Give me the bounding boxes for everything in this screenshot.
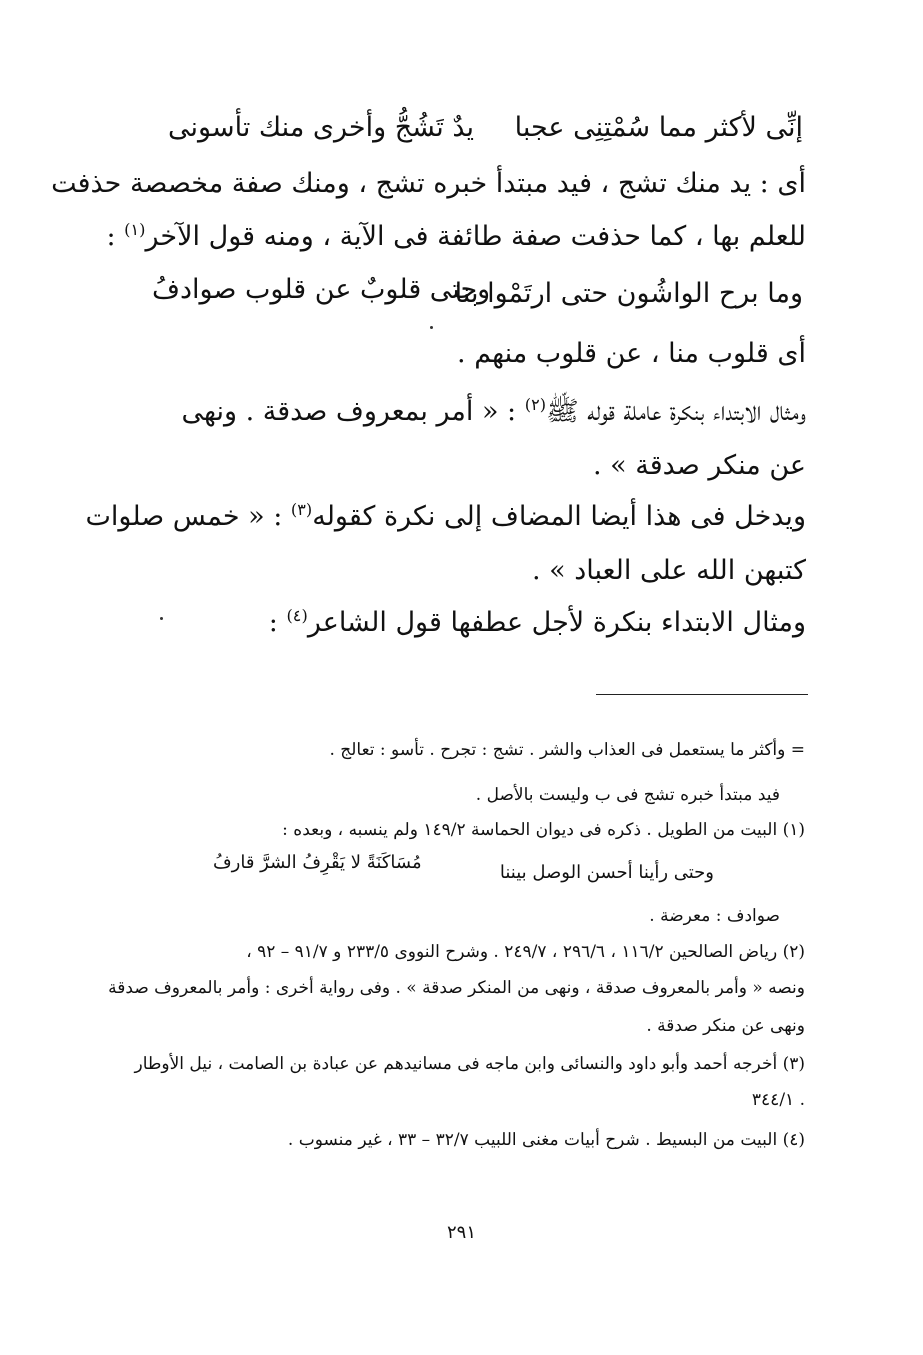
- footnote-3-line-2: ٣٤٤/١ .: [751, 1090, 805, 1110]
- footnote-2-line-3: ونهى عن منكر صدقة .: [646, 1016, 805, 1036]
- verse-1-second-hemistich: يدٌ تَشُجُّ وأخرى منك تأسونى: [168, 112, 475, 143]
- paragraph-1-line-2-end: :: [106, 221, 125, 252]
- paragraph-5: [269, 606, 806, 638]
- paragraph-5-end: :: [268, 607, 287, 638]
- footnote-ref-3: (٣): [290, 500, 313, 519]
- footnote-1-line-2: صوادف : معرضة .: [649, 906, 780, 926]
- paragraph-3-line-1: [182, 394, 806, 434]
- paragraph-5-text: ومثال الابتداء بنكرة لأجل عطفها قول الشاعر: [307, 607, 806, 638]
- footnote-continuation-line-1: = وأكثر ما يستعمل فى العذاب والشر . تشج : تجرح . تأسو : تعالج .: [329, 740, 805, 760]
- paragraph-1-line-2: [106, 220, 806, 252]
- footnote-1-verse-second-hemistich: مُسَاكَنَةً لا يَقْرِفُ الشرَّ قارفُ: [213, 852, 422, 873]
- paragraph-2: أى قلوب منا ، عن قلوب منهم .: [457, 338, 806, 369]
- footnote-ref-4: (٤): [286, 606, 308, 625]
- paragraph-4-line-1: [85, 500, 806, 532]
- paragraph-1-line-2-text: للعلم بها ، كما حذفت صفة طائفة فى الآية ، ومنه قول الآخر: [145, 221, 806, 252]
- footnote-1-line-1: (١) البيت من الطويل . ذكره فى ديوان الحماسة ١٤٩/٢ ولم ينسبه ، وبعده :: [282, 820, 805, 840]
- paragraph-3-line-1-a: ومثال الابتداء بنكرة عاملة قوله ﷺ: [546, 396, 806, 427]
- paragraph-4-line-1-a: ويدخل فى هذا أيضا المضاف إلى نكرة كقوله: [312, 501, 806, 532]
- footnote-ref-1: (١): [124, 220, 146, 239]
- page-number: ٢٩١: [446, 1222, 476, 1243]
- footnote-separator: [596, 694, 808, 695]
- verse-1-first-hemistich: إنِّى لأكثر مما سُمْتِنِى عجبا: [514, 112, 803, 143]
- paragraph-4-line-2: كتبهن الله على العباد » .: [531, 555, 806, 586]
- speck-mark-2: [160, 617, 163, 620]
- footnote-4-line-1: (٤) البيت من البسيط . شرح أبيات مغنى اللبيب ٣٢/٧ – ٣٣ ، غير منسوب .: [287, 1130, 805, 1150]
- paragraph-3-line-1-b: : « أمر بمعروف صدقة . ونهى: [181, 396, 525, 427]
- paragraph-4-line-1-b: : « خمس صلوات: [85, 501, 291, 532]
- footnote-continuation-line-2: فيد مبتدأ خبره تشج فى ب وليست بالأصل .: [475, 785, 780, 805]
- verse-2-first-hemistich: وما برح الواشُون حتى ارتَمْوا بنا: [454, 278, 803, 309]
- footnote-2-line-1: (٢) رياض الصالحين ١١٦/٢ ، ٢٩٦/٦ ، ٢٤٩/٧ . وشرح النووى ٢٣٣/٥ و ٩١/٧ – ٩٢ ،: [246, 942, 805, 962]
- verse-2-second-hemistich: وحتى قلوبٌ عن قلوب صوادفُ: [152, 274, 491, 305]
- footnote-2-line-2: ونصه « وأمر بالمعروف صدقة ، ونهى من المنكر صدقة » . وفى رواية أخرى : وأمر بالمعروف صدقة: [108, 978, 805, 998]
- footnote-3-line-1: (٣) أخرجه أحمد وأبو داود والنسائى وابن ماجه فى مسانيدهم عن عبادة بن الصامت ، نيل الأوطار: [134, 1054, 805, 1074]
- paragraph-1-line-1: أى : يد منك تشج ، فيد مبتدأ خبره تشج ، ومنك صفة مخصصة حذفت: [51, 168, 806, 199]
- footnote-ref-2: (٢): [524, 395, 547, 414]
- speck-mark: [430, 326, 433, 329]
- footnote-1-verse-first-hemistich: وحتى رأينا أحسن الوصل بيننا: [499, 862, 714, 883]
- paragraph-3-line-2: عن منكر صدقة » .: [593, 450, 806, 481]
